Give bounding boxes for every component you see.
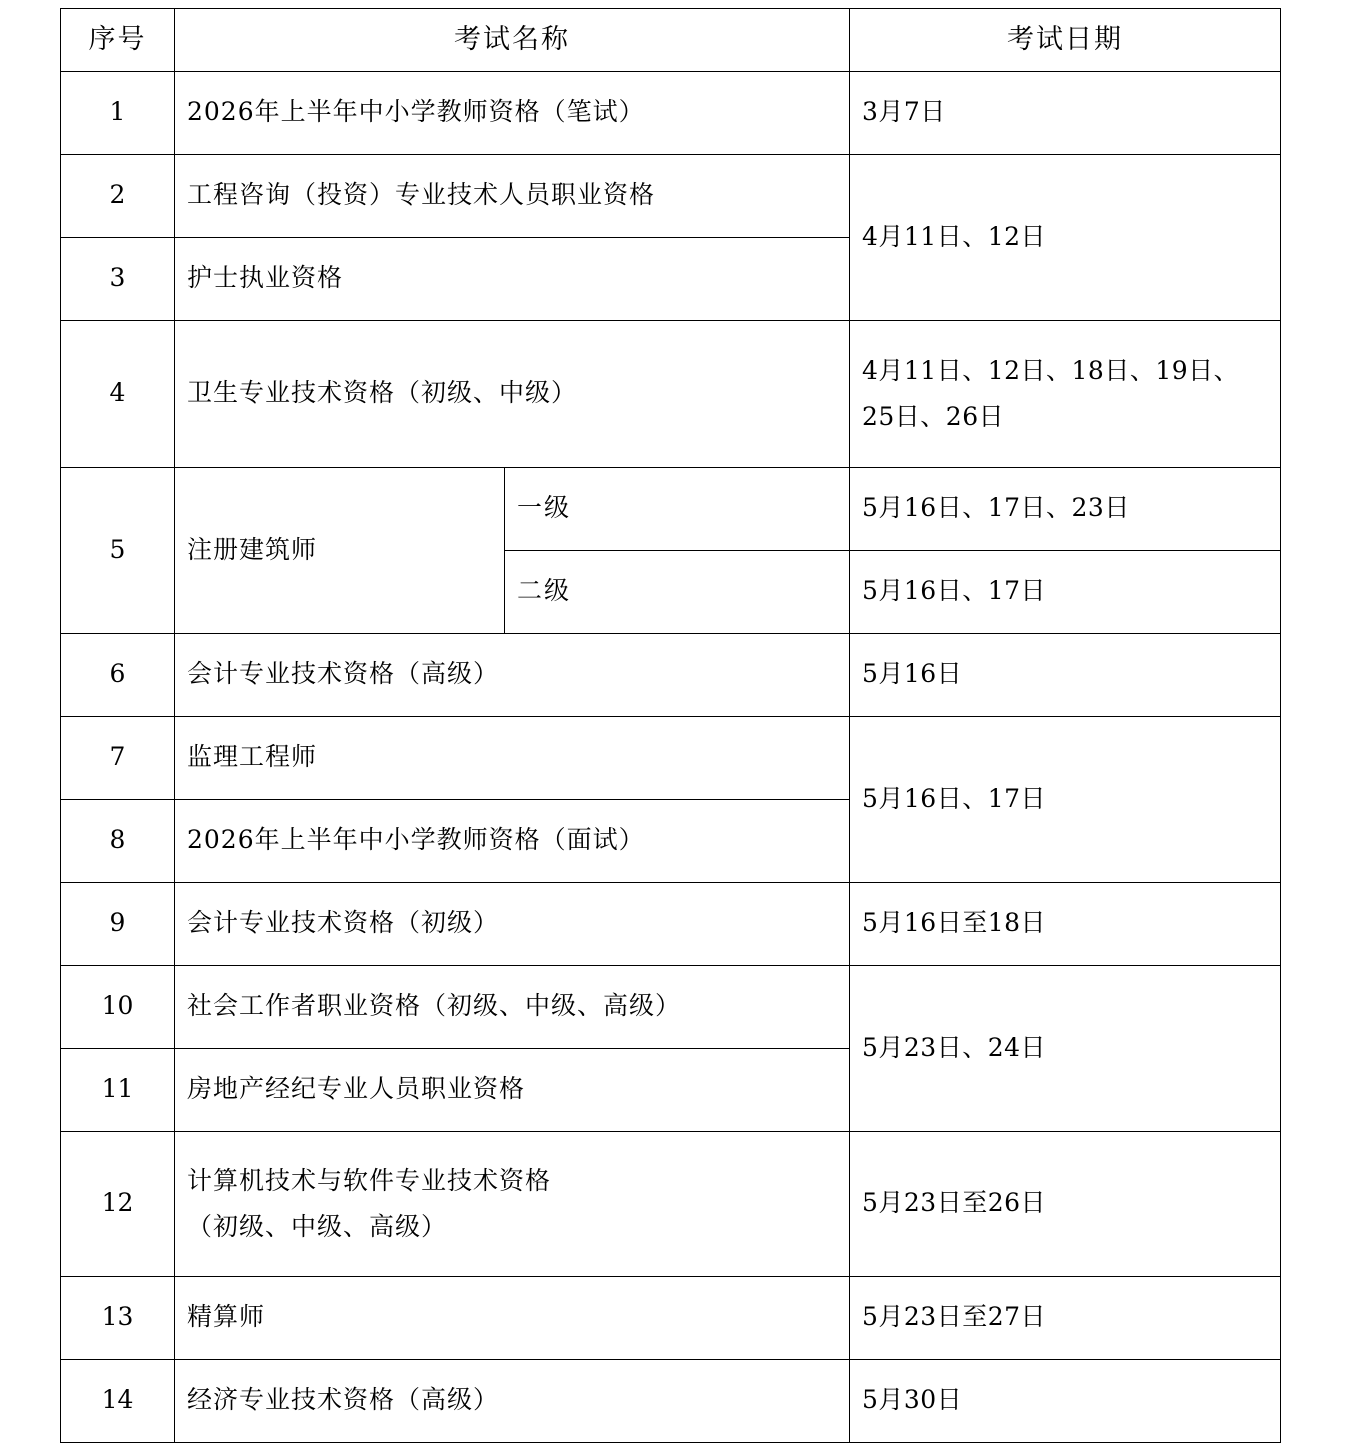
cell-exam-name: 监理工程师 bbox=[175, 716, 850, 799]
cell-exam-name bbox=[175, 1131, 850, 1276]
table-row bbox=[61, 467, 1281, 550]
cell-exam-date: 5月16日、17日 bbox=[850, 550, 1281, 633]
cell-exam-name-line2: （初级、中级、高级） bbox=[187, 1211, 448, 1241]
cell-exam-date: 5月16日 bbox=[850, 633, 1281, 716]
cell-exam-date: 5月30日 bbox=[850, 1359, 1281, 1442]
cell-no: 10 bbox=[61, 965, 175, 1048]
column-header-date: 考试日期 bbox=[850, 9, 1281, 72]
table-header-row bbox=[61, 9, 1281, 72]
cell-no: 14 bbox=[61, 1359, 175, 1442]
cell-no: 12 bbox=[61, 1131, 175, 1276]
table-row bbox=[61, 1359, 1281, 1442]
cell-exam-date: 5月23日至27日 bbox=[850, 1276, 1281, 1359]
cell-exam-name: 护士执业资格 bbox=[175, 237, 850, 320]
cell-exam-date: 5月16日、17日 bbox=[850, 716, 1281, 882]
cell-no: 1 bbox=[61, 71, 175, 154]
cell-exam-name: 卫生专业技术资格（初级、中级） bbox=[175, 320, 850, 467]
cell-no: 11 bbox=[61, 1048, 175, 1131]
cell-exam-level: 一级 bbox=[505, 467, 850, 550]
cell-exam-date: 3月7日 bbox=[850, 71, 1281, 154]
cell-exam-name: 工程咨询（投资）专业技术人员职业资格 bbox=[175, 154, 850, 237]
cell-no: 13 bbox=[61, 1276, 175, 1359]
cell-exam-name: 精算师 bbox=[175, 1276, 850, 1359]
cell-exam-name: 房地产经纪专业人员职业资格 bbox=[175, 1048, 850, 1131]
cell-exam-date: 5月16日至18日 bbox=[850, 882, 1281, 965]
column-header-name: 考试名称 bbox=[175, 9, 850, 72]
cell-exam-name-line1: 计算机技术与软件专业技术资格 bbox=[187, 1165, 552, 1195]
table-row bbox=[61, 965, 1281, 1048]
cell-exam-date: 5月16日、17日、23日 bbox=[850, 467, 1281, 550]
cell-exam-date: 5月23日至26日 bbox=[850, 1131, 1281, 1276]
cell-exam-name: 经济专业技术资格（高级） bbox=[175, 1359, 850, 1442]
cell-exam-name: 社会工作者职业资格（初级、中级、高级） bbox=[175, 965, 850, 1048]
table-row bbox=[61, 1276, 1281, 1359]
cell-exam-name: 注册建筑师 bbox=[175, 467, 505, 633]
cell-exam-level: 二级 bbox=[505, 550, 850, 633]
cell-no: 2 bbox=[61, 154, 175, 237]
table-row bbox=[61, 716, 1281, 799]
cell-exam-name: 2026年上半年中小学教师资格（笔试） bbox=[175, 71, 850, 154]
cell-exam-date: 4月11日、12日、18日、19日、25日、26日 bbox=[850, 320, 1281, 467]
cell-exam-date: 4月11日、12日 bbox=[850, 154, 1281, 320]
table-row bbox=[61, 882, 1281, 965]
cell-exam-name: 2026年上半年中小学教师资格（面试） bbox=[175, 799, 850, 882]
table-row bbox=[61, 71, 1281, 154]
table-row bbox=[61, 1131, 1281, 1276]
cell-no: 7 bbox=[61, 716, 175, 799]
cell-no: 6 bbox=[61, 633, 175, 716]
cell-exam-name: 会计专业技术资格（初级） bbox=[175, 882, 850, 965]
exam-schedule-table bbox=[60, 8, 1281, 1443]
table-row bbox=[61, 320, 1281, 467]
table-row bbox=[61, 154, 1281, 237]
cell-no: 4 bbox=[61, 320, 175, 467]
table-row bbox=[61, 633, 1281, 716]
cell-no: 8 bbox=[61, 799, 175, 882]
cell-no: 9 bbox=[61, 882, 175, 965]
cell-exam-date: 5月23日、24日 bbox=[850, 965, 1281, 1131]
column-header-no: 序号 bbox=[61, 9, 175, 72]
cell-no: 3 bbox=[61, 237, 175, 320]
cell-exam-name: 会计专业技术资格（高级） bbox=[175, 633, 850, 716]
cell-no: 5 bbox=[61, 467, 175, 633]
